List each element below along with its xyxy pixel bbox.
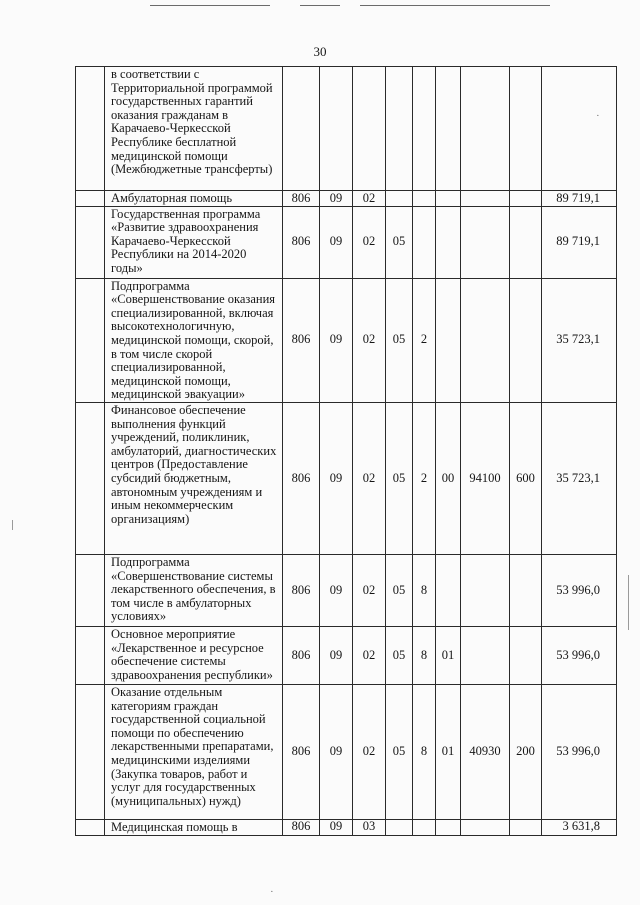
subprogram-cell: 2 [413,278,436,402]
ministry-cell: 806 [283,554,320,626]
direction-cell: 01 [436,684,461,819]
table-row [76,402,617,554]
page-number: 30 [313,44,327,59]
subprogram-cell [413,206,436,278]
item-name-cell: Подпрограмма «Совершенствование системы лекарственного обеспечения, в том числе в амбулаторных условиях» [105,554,283,626]
row-number-cell [76,67,105,191]
section-cell: 09 [320,191,353,207]
amount-cell: 53 996,0 [542,554,617,626]
item-name-cell: в соответствии с Территориальной программой государственных гарантий оказания гражданам в Карачаево-Черкесской Республике бесплатной медицинской помощи (Межбюджетные трансферты) [105,67,283,191]
item-name-cell: Амбулаторная помощь [105,191,283,207]
ministry-cell [283,67,320,191]
table-row [76,191,617,207]
target-cell [461,191,510,207]
expense-type-cell: 200 [510,684,542,819]
item-name-cell: Оказание отдельным категориям граждан государственной социальной помощи по обеспечению лекарственными препаратами, медицинскими изделиями (Закупка товаров, работ и услуг для государственных (муниципальных) нужд) [105,684,283,819]
scan-dot: · [270,886,274,898]
section-cell: 09 [320,819,353,835]
target-cell [461,206,510,278]
item-name-cell: Государственная программа «Развитие здравоохранения Карачаево-Черкесской Республики на 2014-2020 годы» [105,206,283,278]
target-cell [461,67,510,191]
direction-cell [436,191,461,207]
direction-cell: 01 [436,626,461,684]
subsection-cell: 02 [353,191,386,207]
program-cell: 05 [386,206,413,278]
subprogram-cell [413,191,436,207]
table-row [76,554,617,626]
subprogram-cell: 8 [413,554,436,626]
subprogram-cell [413,819,436,835]
scan-edge-line [360,5,550,6]
ministry-cell: 806 [283,626,320,684]
ministry-cell: 806 [283,191,320,207]
program-cell: 05 [386,554,413,626]
table-row [76,626,617,684]
table-row [76,819,617,835]
table-row [76,278,617,402]
amount-cell [542,67,617,191]
subsection-cell: 02 [353,626,386,684]
row-number-cell [76,626,105,684]
subsection-cell: 02 [353,402,386,554]
expense-type-cell [510,278,542,402]
item-name-cell: Финансовое обеспечение выполнения функций учреждений, поликлиник, амбулаторий, диагностических центров (Предоставление субсидий бюджетным, автономным учреждениям и иным некоммерческим организациям) [105,402,283,554]
section-cell [320,67,353,191]
ministry-cell: 806 [283,278,320,402]
row-number-cell [76,684,105,819]
program-cell: 05 [386,278,413,402]
scan-edge-line [150,5,270,6]
target-cell: 94100 [461,402,510,554]
scan-edge-line [300,5,340,6]
expense-type-cell [510,819,542,835]
ministry-cell: 806 [283,684,320,819]
row-number-cell [76,402,105,554]
subsection-cell [353,67,386,191]
expense-type-cell [510,206,542,278]
direction-cell [436,819,461,835]
target-cell [461,554,510,626]
table-row [76,206,617,278]
section-cell: 09 [320,554,353,626]
program-cell [386,67,413,191]
target-cell [461,819,510,835]
subprogram-cell: 2 [413,402,436,554]
section-cell: 09 [320,684,353,819]
ministry-cell: 806 [283,819,320,835]
direction-cell [436,278,461,402]
scan-dot: · [596,110,600,122]
program-cell [386,191,413,207]
direction-cell [436,554,461,626]
item-name-cell: Медицинская помощь в [105,819,283,835]
program-cell: 05 [386,402,413,554]
budget-table [75,66,617,836]
amount-cell: 3 631,8 [542,819,617,835]
subsection-cell: 02 [353,278,386,402]
amount-cell: 53 996,0 [542,684,617,819]
row-number-cell [76,819,105,835]
expense-type-cell [510,626,542,684]
target-cell: 40930 [461,684,510,819]
program-cell: 05 [386,626,413,684]
amount-cell: 89 719,1 [542,206,617,278]
expense-type-cell [510,554,542,626]
table-row [76,67,617,191]
table-row [76,684,617,819]
ministry-cell: 806 [283,206,320,278]
section-cell: 09 [320,626,353,684]
subsection-cell: 02 [353,684,386,819]
target-cell [461,626,510,684]
section-cell: 09 [320,278,353,402]
item-name-cell: Основное мероприятие «Лекарственное и ресурсное обеспечение системы здравоохранения республики» [105,626,283,684]
direction-cell: 00 [436,402,461,554]
program-cell [386,819,413,835]
row-number-cell [76,206,105,278]
direction-cell [436,206,461,278]
subsection-cell: 02 [353,206,386,278]
expense-type-cell [510,67,542,191]
subprogram-cell: 8 [413,684,436,819]
row-number-cell [76,191,105,207]
scan-margin-mark [628,575,629,630]
subsection-cell: 02 [353,554,386,626]
expense-type-cell: 600 [510,402,542,554]
amount-cell: 89 719,1 [542,191,617,207]
ministry-cell: 806 [283,402,320,554]
amount-cell: 35 723,1 [542,278,617,402]
expense-type-cell [510,191,542,207]
program-cell: 05 [386,684,413,819]
subprogram-cell [413,67,436,191]
subsection-cell: 03 [353,819,386,835]
item-name-cell: Подпрограмма «Совершенствование оказания специализированной, включая высокотехнологичную, медицинской помощи, скорой, в том числе скорой специализированной, медицинской помощи, медицинской эвакуации» [105,278,283,402]
target-cell [461,278,510,402]
scan-margin-mark [12,520,13,530]
row-number-cell [76,278,105,402]
row-number-cell [76,554,105,626]
direction-cell [436,67,461,191]
subprogram-cell: 8 [413,626,436,684]
amount-cell: 53 996,0 [542,626,617,684]
amount-cell: 35 723,1 [542,402,617,554]
section-cell: 09 [320,206,353,278]
section-cell: 09 [320,402,353,554]
